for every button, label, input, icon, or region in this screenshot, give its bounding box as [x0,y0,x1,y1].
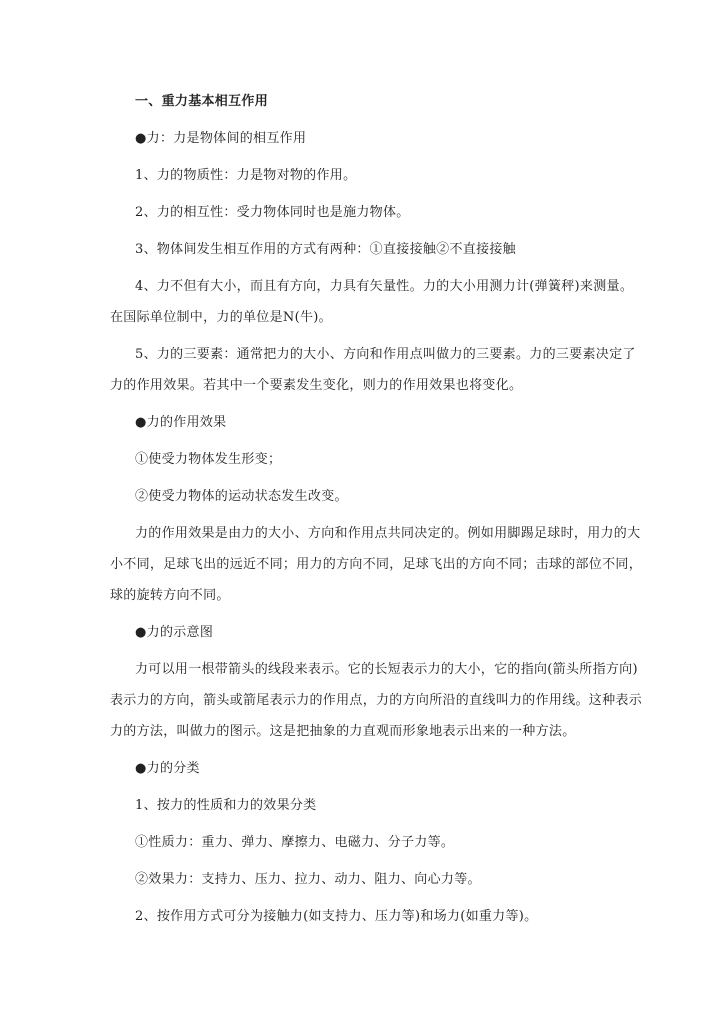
paragraph [110,197,635,228]
text-line: ①性质力：重力、弹力、摩擦力、电磁力、分子力等。 [135,835,455,850]
text-line: 球的旋转方向不同。 [110,588,230,603]
document-page [110,86,643,938]
text-line: 力可以用一根带箭头的线段来表示。它的长短表示力的大小，它的指向(箭头所指方向) [135,662,638,677]
text-line: 1、力的物质性：力是物对物的作用。 [135,168,357,183]
bullet-heading [110,617,635,648]
text-line: 表示力的方向，箭头或箭尾表示力的作用点，力的方向所沿的直线叫力的作用线。这种表示 [110,693,643,708]
text-line: ●力：力是物体间的相互作用 [135,131,307,146]
section-heading [110,86,635,117]
bullet-heading [110,123,635,154]
text-line: 5、力的三要素：通常把力的大小、方向和作用点叫做力的三要素。力的三要素决定了 [135,347,636,362]
paragraph [110,518,643,611]
text-line: 力的作用效果。若其中一个要素发生变化，则力的作用效果也将变化。 [110,378,523,393]
text-line: 力的方法，叫做力的图示。这是把抽象的力直观而形象地表示出来的一种方法。 [110,724,576,739]
paragraph [110,234,635,265]
text-line: 力的作用效果是由力的大小、方向和作用点共同决定的。例如用脚踢足球时，用力的大 [135,526,641,541]
text-line: 4、力不但有大小，而且有方向，力具有矢量性。力的大小用测力计(弹簧秤)来测量。 [135,279,634,294]
bullet-heading [110,753,635,784]
text-line: ②效果力：支持力、压力、拉力、动力、阻力、向心力等。 [135,872,481,887]
text-line: ●力的分类 [135,761,200,776]
text-line: ●力的作用效果 [135,415,227,430]
paragraph [110,160,635,191]
paragraph [110,790,635,821]
paragraph [110,864,635,895]
text-line: 1、按力的性质和力的效果分类 [135,798,317,813]
text-line: ②使受力物体的运动状态发生改变。 [135,489,348,504]
bullet-heading [110,407,635,438]
text-line: 小不同，足球飞出的远近不同；用力的方向不同，足球飞出的方向不同；击球的部位不同， [110,557,643,572]
text-line: 一、重力基本相互作用 [135,94,269,109]
paragraph [110,654,643,747]
text-line: 2、力的相互性：受力物体同时也是施力物体。 [135,205,410,220]
text-line: 3、物体间发生相互作用的方式有两种：①直接接触②不直接接触 [135,242,516,257]
paragraph [110,481,635,512]
paragraph [110,901,635,932]
paragraph [110,827,635,858]
text-line: 2、按作用方式可分为接触力(如支持力、压力等)和场力(如重力等)。 [135,909,538,924]
text-line: ①使受力物体发生形变； [135,452,282,467]
paragraph [110,271,635,333]
paragraph [110,339,635,401]
text-line: 在国际单位制中，力的单位是N(牛)。 [110,310,332,325]
paragraph [110,444,635,475]
text-line: ●力的示意图 [135,625,214,640]
